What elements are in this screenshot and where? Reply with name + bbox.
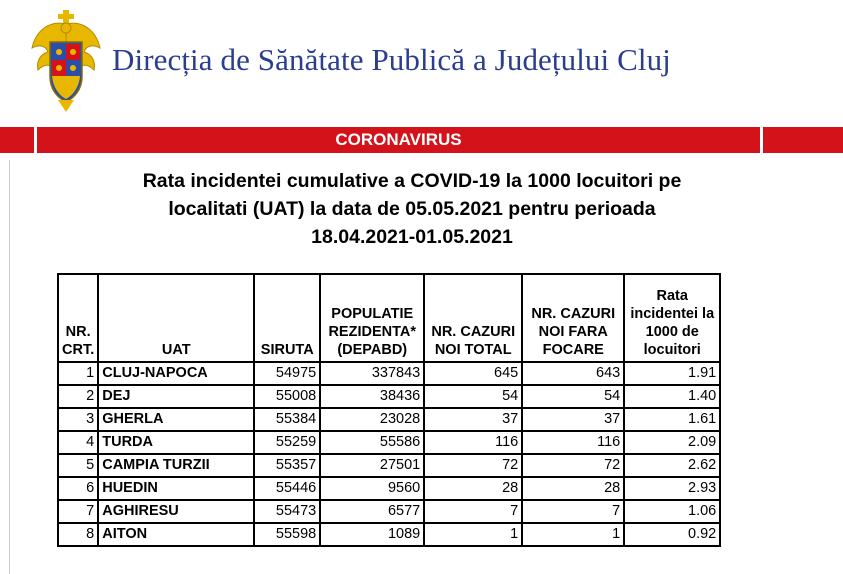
section-banner [0, 127, 843, 153]
cell-cases-no-outbreak: 116 [522, 431, 624, 454]
cell-siruta: 55446 [254, 477, 320, 500]
cell-incidence-rate: 1.06 [624, 500, 720, 523]
title-line: Rata incidentei cumulative a COVID-19 la 1000 locuitori pe [142, 170, 682, 192]
title-line: localitati (UAT) la data de 05.05.2021 pentru perioada [168, 198, 656, 220]
column-header: NR. CAZURI NOI TOTAL [424, 274, 522, 362]
cell-siruta: 55473 [254, 500, 320, 523]
table-row [58, 477, 720, 500]
cell-nr: 4 [58, 431, 98, 454]
cell-population: 6577 [320, 500, 424, 523]
cell-siruta: 55259 [254, 431, 320, 454]
column-header: NR. CAZURI NOI FARA FOCARE [522, 274, 624, 362]
cell-cases-total: 645 [424, 362, 522, 385]
table-row [58, 385, 720, 408]
page-divider [9, 160, 10, 574]
cell-incidence-rate: 1.40 [624, 385, 720, 408]
document-title [40, 167, 784, 251]
table-row [58, 500, 720, 523]
cell-incidence-rate: 1.91 [624, 362, 720, 385]
table-row [58, 431, 720, 454]
cell-cases-total: 116 [424, 431, 522, 454]
cell-cases-no-outbreak: 1 [522, 523, 624, 546]
cell-cases-no-outbreak: 72 [522, 454, 624, 477]
cell-population: 1089 [320, 523, 424, 546]
cell-nr: 2 [58, 385, 98, 408]
cell-uat: AGHIRESU [98, 500, 254, 523]
banner-segment [0, 127, 34, 153]
cell-population: 27501 [320, 454, 424, 477]
cell-uat: TURDA [98, 431, 254, 454]
cell-incidence-rate: 0.92 [624, 523, 720, 546]
table-header-row [58, 274, 720, 362]
banner-title: CORONAVIRUS [335, 130, 462, 149]
cell-cases-no-outbreak: 28 [522, 477, 624, 500]
cell-cases-total: 72 [424, 454, 522, 477]
page-header [0, 0, 843, 120]
cell-nr: 5 [58, 454, 98, 477]
column-header: Rata incidentei la 1000 de locuitori [624, 274, 720, 362]
cell-uat: DEJ [98, 385, 254, 408]
cell-population: 23028 [320, 408, 424, 431]
cell-uat: CLUJ-NAPOCA [98, 362, 254, 385]
table-row [58, 408, 720, 431]
cell-cases-no-outbreak: 643 [522, 362, 624, 385]
cell-uat: CAMPIA TURZII [98, 454, 254, 477]
column-header: NR. CRT. [58, 274, 98, 362]
cell-uat: GHERLA [98, 408, 254, 431]
incidence-table [57, 273, 721, 547]
cell-population: 38436 [320, 385, 424, 408]
column-header: SIRUTA [254, 274, 320, 362]
cell-nr: 7 [58, 500, 98, 523]
cell-nr: 6 [58, 477, 98, 500]
cell-siruta: 54975 [254, 362, 320, 385]
cell-cases-total: 1 [424, 523, 522, 546]
table-row [58, 454, 720, 477]
cell-nr: 8 [58, 523, 98, 546]
cell-uat: HUEDIN [98, 477, 254, 500]
cell-nr: 3 [58, 408, 98, 431]
cell-cases-no-outbreak: 54 [522, 385, 624, 408]
coat-of-arms-icon [30, 10, 102, 112]
cell-cases-no-outbreak: 7 [522, 500, 624, 523]
cell-population: 337843 [320, 362, 424, 385]
cell-population: 9560 [320, 477, 424, 500]
column-header: UAT [98, 274, 254, 362]
cell-incidence-rate: 1.61 [624, 408, 720, 431]
cell-population: 55586 [320, 431, 424, 454]
cell-cases-total: 37 [424, 408, 522, 431]
cell-nr: 1 [58, 362, 98, 385]
cell-siruta: 55384 [254, 408, 320, 431]
cell-cases-no-outbreak: 37 [522, 408, 624, 431]
banner-segment [763, 127, 843, 153]
cell-siruta: 55357 [254, 454, 320, 477]
cell-cases-total: 54 [424, 385, 522, 408]
title-line: 18.04.2021-01.05.2021 [311, 226, 513, 248]
cell-uat: AITON [98, 523, 254, 546]
institution-name: Direcția de Sănătate Publică a Județului Cluj [112, 42, 671, 77]
cell-siruta: 55598 [254, 523, 320, 546]
cell-incidence-rate: 2.62 [624, 454, 720, 477]
table-row [58, 523, 720, 546]
table-row [58, 362, 720, 385]
cell-incidence-rate: 2.93 [624, 477, 720, 500]
cell-cases-total: 28 [424, 477, 522, 500]
cell-incidence-rate: 2.09 [624, 431, 720, 454]
cell-cases-total: 7 [424, 500, 522, 523]
column-header: POPULATIE REZIDENTA* (DEPABD) [320, 274, 424, 362]
cell-siruta: 55008 [254, 385, 320, 408]
